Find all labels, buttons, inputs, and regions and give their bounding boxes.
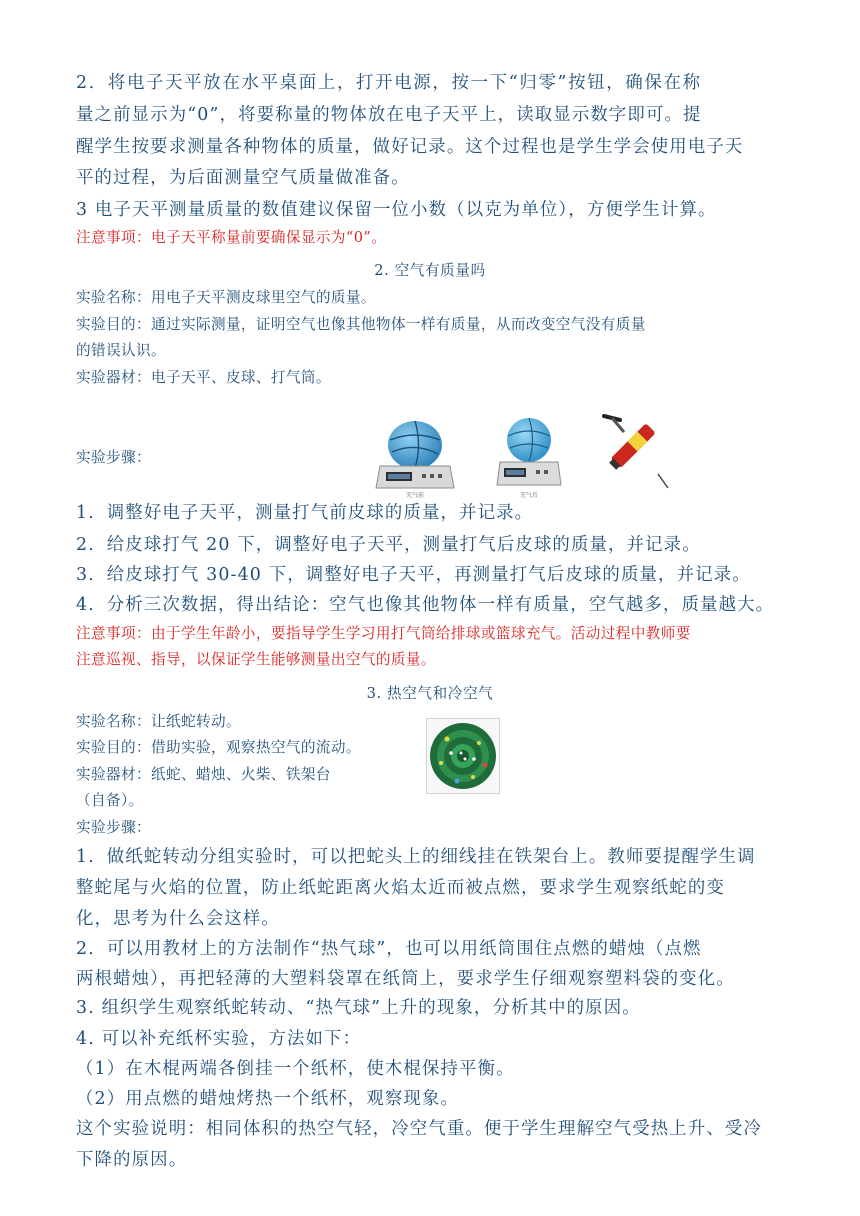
figure-caption: 充气后 bbox=[519, 492, 538, 499]
exp3-name: 实验名称：让纸蛇转动。 bbox=[76, 713, 241, 730]
exp2-note: 注意巡视、指导，以保证学生能够测量出空气的质量。 bbox=[76, 651, 436, 668]
exp2-note: 注意事项：由于学生年龄小，要指导学生学习用打气筒给排球或篮球充气。活动过程中教师要 bbox=[76, 625, 691, 642]
exp2-equipment: 实验器材：电子天平、皮球、打气筒。 bbox=[76, 369, 331, 386]
pump-icon bbox=[596, 410, 676, 492]
exp2-purpose: 的错误认识。 bbox=[76, 342, 166, 359]
exp3-step1: 1．做纸蛇转动分组实验时，可以把蛇头上的细线挂在铁架台上。教师要提醒学生调 bbox=[76, 847, 756, 867]
intro-line: 3 电子天平测量质量的数值建议保留一位小数（以克为单位），方便学生计算。 bbox=[76, 200, 717, 220]
ball-on-scale-icon bbox=[492, 410, 566, 500]
exp3-steps-label: 实验步骤： bbox=[76, 819, 151, 836]
exp3-purpose: 实验目的：借助实验，观察热空气的流动。 bbox=[76, 739, 361, 756]
exp2-step: 2．给皮球打气 20 下，调整好电子天平，测量打气后皮球的质量，并记录。 bbox=[76, 535, 701, 555]
exp3-step1: 化，思考为什么会这样。 bbox=[76, 909, 280, 929]
exp3-step2: 两根蜡烛），再把轻薄的大塑料袋罩在纸筒上，要求学生仔细观察塑料袋的变化。 bbox=[76, 969, 735, 989]
intro-note: 注意事项：电子天平称量前要确保显示为“0”。 bbox=[76, 229, 387, 246]
exp2-purpose: 实验目的：通过实际测量，证明空气也像其他物体一样有质量，从而改变空气没有质量 bbox=[76, 316, 646, 333]
intro-line: 2．将电子天平放在水平桌面上，打开电源，按一下“归零”按钮，确保在称 bbox=[76, 73, 702, 93]
intro-line: 醒学生按要求测量各种物体的质量，做好记录。这个过程也是学生学会使用电子天 bbox=[76, 137, 744, 157]
intro-line: 平的过程，为后面测量空气质量做准备。 bbox=[76, 168, 410, 188]
section-title: 2. 空气有质量吗 bbox=[374, 262, 486, 279]
exp3-conclusion: 这个实验说明：相同体积的热空气轻，冷空气重。便于学生理解空气受热上升、受冷 bbox=[76, 1119, 763, 1139]
exp3-equipment: 实验器材：纸蛇、蜡烛、火柴、铁架台 bbox=[76, 766, 331, 783]
ball-on-scale-icon bbox=[370, 410, 460, 500]
exp2-name: 实验名称：用电子天平测皮球里空气的质量。 bbox=[76, 289, 376, 306]
exp3-sub-step: （2）用点燃的蜡烛烤热一个纸杯，观察现象。 bbox=[76, 1089, 460, 1109]
paper-snake-icon bbox=[426, 718, 500, 794]
exp2-step: 3．给皮球打气 30-40 下，调整好电子天平，再测量打气后皮球的质量，并记录。 bbox=[76, 565, 751, 585]
exp2-steps-label: 实验步骤： bbox=[76, 449, 151, 466]
exp2-step: 4．分析三次数据，得出结论：空气也像其他物体一样有质量，空气越多，质量越大。 bbox=[76, 595, 775, 615]
exp3-sub-step: （1）在木棍两端各倒挂一个纸杯，使木棍保持平衡。 bbox=[76, 1059, 515, 1079]
exp3-equipment: （自备）。 bbox=[76, 792, 144, 809]
section-title: 3. 热空气和冷空气 bbox=[366, 685, 494, 702]
exp3-step4: 4. 可以补充纸杯实验，方法如下： bbox=[76, 1029, 362, 1049]
exp3-step3: 3. 组织学生观察纸蛇转动、“热气球”上升的现象，分析其中的原因。 bbox=[76, 998, 641, 1018]
figure-caption: 充气前 bbox=[405, 492, 424, 499]
exp3-conclusion: 下降的原因。 bbox=[76, 1150, 188, 1170]
exp3-step2: 2．可以用教材上的方法制作“热气球”，也可以用纸筒围住点燃的蜡烛（点燃 bbox=[76, 939, 702, 959]
exp2-step: 1．调整好电子天平，测量打气前皮球的质量，并记录。 bbox=[76, 503, 534, 523]
intro-line: 量之前显示为“0”，将要称量的物体放在电子天平上，读取显示数字即可。提 bbox=[76, 105, 702, 125]
exp3-step1: 整蛇尾与火焰的位置，防止纸蛇距离火焰太近而被点燃，要求学生观察纸蛇的变 bbox=[76, 878, 725, 898]
